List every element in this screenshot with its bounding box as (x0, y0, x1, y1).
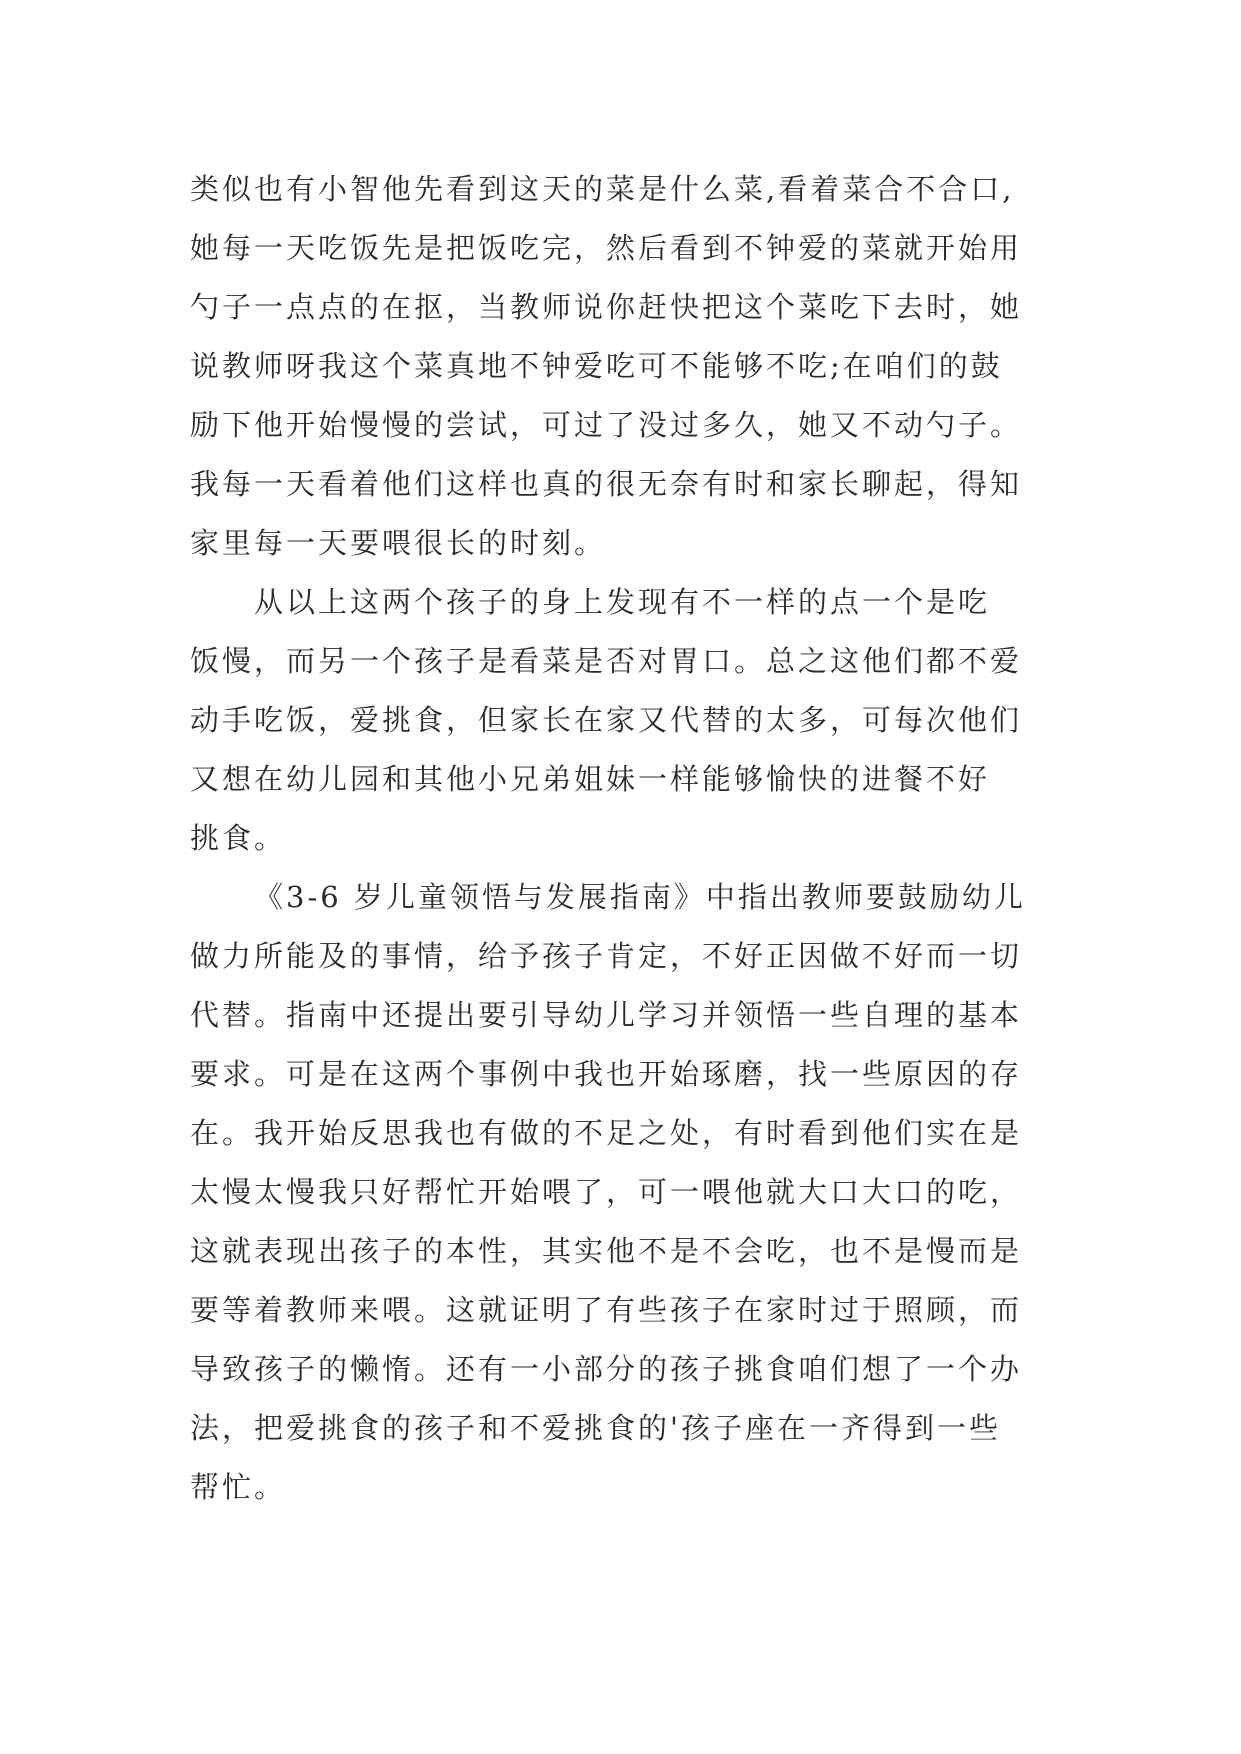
text-line: 代替。指南中还提出要引导幼儿学习并领悟一些自理的基本 (190, 998, 1023, 1032)
text-line: 太慢太慢我只好帮忙开始喂了，可一喂他就大口大口的吃， (190, 1175, 1023, 1209)
text-line: 家里每一天要喂很长的时刻。 (190, 526, 607, 560)
paragraph-first-line: 从以上这两个孩子的身上发现有不一样的点一个是吃 (254, 585, 991, 619)
text-line: 做力所能及的事情，给予孩子肯定，不好正因做不好而一切 (190, 939, 1023, 973)
text-line: 在。我开始反思我也有做的不足之处，有时看到他们实在是 (190, 1116, 1023, 1150)
text-line: 又想在幼儿园和其他小兄弟姐妹一样能够愉快的进餐不好 (190, 762, 991, 796)
text-line: 挑食。 (190, 821, 287, 855)
body-text (190, 160, 1050, 1517)
text-line: 帮忙。 (190, 1470, 287, 1504)
text-line: 导致孩子的懒惰。还有一小部分的孩子挑食咱们想了一个办 (190, 1352, 1023, 1386)
text-line: 这就表现出孩子的本性，其实他不是不会吃，也不是慢而是 (190, 1234, 1023, 1268)
text-line: 饭慢，而另一个孩子是看菜是否对胃口。总之这他们都不爱 (190, 644, 1023, 678)
text-line: 要等着教师来喂。这就证明了有些孩子在家时过于照顾，而 (190, 1293, 1023, 1327)
text-line: 励下他开始慢慢的尝试，可过了没过多久，她又不动勺子。 (190, 408, 1023, 442)
paragraph-first-line: 《3-6 岁儿童领悟与发展指南》中指出教师要鼓励幼儿 (254, 880, 1026, 914)
text-line: 我每一天看着他们这样也真的很无奈有时和家长聊起，得知 (190, 467, 1023, 501)
text-line: 勺子一点点的在抠，当教师说你赶快把这个菜吃下去时，她 (190, 290, 1023, 324)
text-line: 法，把爱挑食的孩子和不爱挑食的'孩子座在一齐得到一些 (190, 1411, 1001, 1445)
text-line: 她每一天吃饭先是把饭吃完，然后看到不钟爱的菜就开始用 (190, 231, 1023, 265)
text-line: 动手吃饭，爱挑食，但家长在家又代替的太多，可每次他们 (190, 703, 1023, 737)
text-line: 类似也有小智他先看到这天的菜是什么菜,看着菜合不合口, (190, 172, 1015, 206)
text-line: 要求。可是在这两个事例中我也开始琢磨，找一些原因的存 (190, 1057, 1023, 1091)
text-line: 说教师呀我这个菜真地不钟爱吃可不能够不吃;在咱们的鼓 (190, 349, 1003, 383)
